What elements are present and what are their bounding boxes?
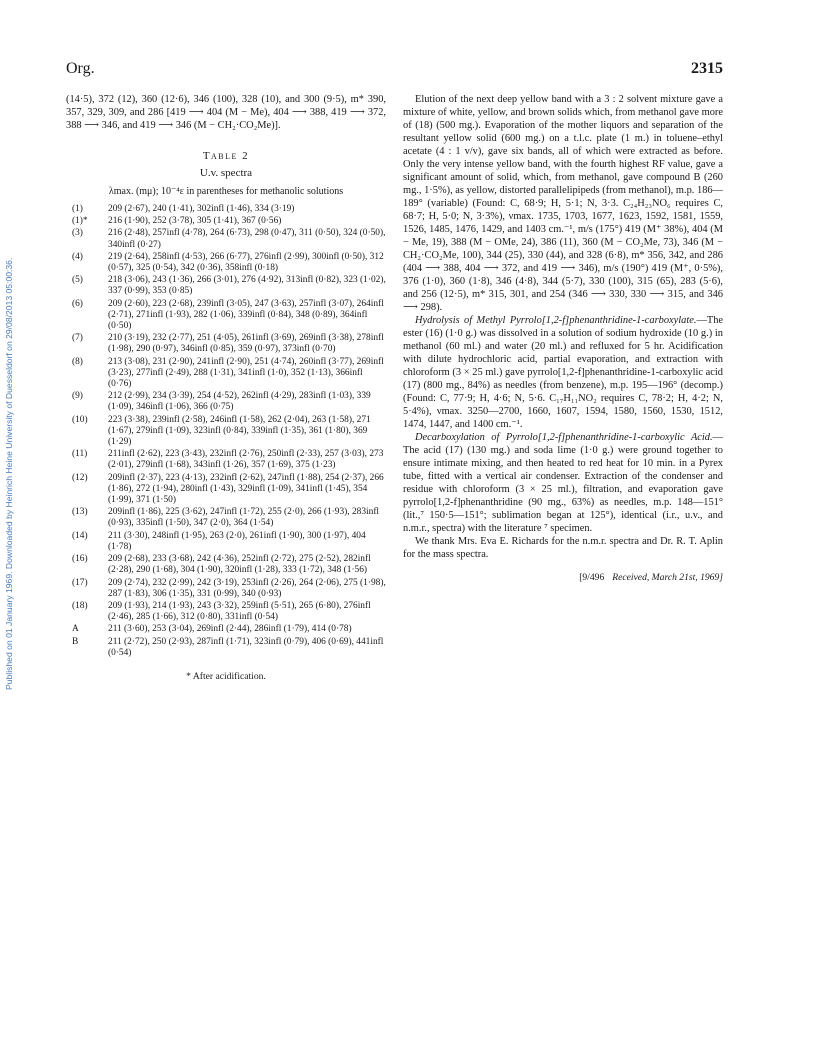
uv-spectra-table <box>66 204 386 660</box>
mass-spec-continuation: (14·5), 372 (12), 360 (12·6), 346 (100), 328 (10), and 300 (9·5), m* 390, 357, 329, 309, and 286 [419 ⟶ 404 (M − Me), 404 ⟶ 388, 419 ⟶ 372, 388 ⟶ 346, and 419 ⟶ 346 (M − CH₂·CO₂Me)]. <box>66 94 386 131</box>
compound-label: (12) <box>72 472 88 483</box>
compound-label: B <box>72 636 79 647</box>
compound-label: (14) <box>72 530 88 541</box>
download-watermark <box>4 170 18 690</box>
watermark-text: Published on 01 January 1969. Downloaded by Heinrich Heine University of Duesseldorf on 29/08/2013 05:00:36. <box>4 257 14 690</box>
compound-label: (3) <box>72 228 83 239</box>
elution-paragraph: Elution of the next deep yellow band with a 3 : 2 solvent mixture gave a mixture of white, yellow, and brown solids which, from methanol gave more of (18) (500 mg.). Evaporation of the mother liquors and separation of the resultant yellow solid (600 mg.) on a t.l.c. plate (1 m.) in toluene–ethyl acetate (4 : 1 v/v), gave six bands, all of which were extracted as before. Only the very intense yellow band, with the fourth highest RF value, gave a significant amount of solid, which, from methanol, gave compound B (260 mg., 1·5%), as yellow, distorted parallelipipeds (from methanol), m.p. 186—189° (variable) (Found: C, 68·9; H, 5·1; N, 3·3. C₂₄H₂₃NO₆ requires C, 68·7; H, 5·0; N, 3·3%), νmax. 1735, 1703, 1677, 1623, 1592, 1581, 1559, 1526, 1485, 1476, 1429, and 1403 cm.⁻¹, m/s (175°) 419 (M⁺ 38%), 404 (M − Me, 19), 388 (M − OMe, 24), 386 (11), 360 (M − CO₂Me, 73), 346 (M − CH₂·CO₂Me, 100), 344 (25), 330 (44), and 328 (6·8), m* 356, 342, and 286 (404 ⟶ 388, 404 ⟶ 372, and 419 ⟶ 346), m/s (190°) 419 (M⁺, 0·5%), 376 (1·0), 360 (1·8), 346 (4·8), 344 (5·7), 330 (100), 315 (65), 283 (5·6), and 256 (12·5), m* 315, 301, and 254 (346 ⟶ 330, 330 ⟶ 315, and 346 ⟶ 298). <box>403 94 723 313</box>
uv-values: 210 (3·19), 232 (2·77), 251 (4·05), 261infl (3·69), 269infl (3·38), 278infl (1·98), 290 (0·97), 346infl (0·85), 359 (0·97), 373infl (0·70) <box>108 333 384 355</box>
uv-values: 209 (1·93), 214 (1·93), 243 (3·32), 259infl (5·51), 265 (6·80), 276infl (2·46), 285 (1·66), 312 (0·80), 331infl (0·54) <box>108 600 371 623</box>
uv-values: 211 (3·30), 248infl (1·95), 263 (2·0), 261infl (1·90), 300 (1·97), 404 (1·78) <box>108 530 366 552</box>
table-row <box>66 299 386 334</box>
table-row <box>66 531 386 554</box>
table-row <box>66 554 386 577</box>
table-row <box>66 578 386 601</box>
table-row <box>66 216 386 228</box>
uv-values: 209infl (2·37), 223 (4·13), 232infl (2·62), 247infl (1·88), 254 (2·37), 266 (1·86), 272 (1·94), 280infl (1·43), 329infl (1·09), 341infl (1·45), 354 (1·99), 371 (1·50) <box>108 472 384 506</box>
uv-values: 209 (2·68), 233 (3·68), 242 (4·36), 252infl (2·72), 275 (2·52), 282infl (2·28), 290 (1·68), 304 (1·90), 320infl (1·28), 333 (1·72), 348 (1·56) <box>108 554 371 576</box>
table-subtitle: U.v. spectra <box>199 167 253 179</box>
compound-label: (9) <box>72 391 83 402</box>
compound-label: (16) <box>72 554 88 565</box>
page-number: 2315 <box>691 60 723 77</box>
received-line <box>403 571 723 584</box>
uv-values: 209infl (1·86), 225 (3·62), 247infl (1·72), 255 (2·0), 266 (1·93), 283infl (0·93), 335infl (1·50), 347 (2·0), 364 (1·54) <box>108 507 380 529</box>
table-row <box>66 391 386 414</box>
compound-label: (8) <box>72 356 83 367</box>
uv-values: 209 (2·74), 232 (2·99), 242 (3·19), 253infl (2·26), 264 (2·06), 275 (1·98), 287 (1·83), 306 (1·35), 331 (0·99), 340 (0·93) <box>108 577 386 599</box>
compound-label: (5) <box>72 275 83 286</box>
table-row <box>66 357 386 392</box>
hydrolysis-paragraph <box>403 314 723 431</box>
table-row <box>66 204 386 216</box>
compound-label: (11) <box>72 449 88 460</box>
compound-label: (10) <box>72 414 88 425</box>
uv-values: 223 (3·38), 239infl (2·58), 246infl (1·58), 262 (2·04), 263 (1·58), 271 (1·67), 279infl (1·09), 323infl (0·84), 339infl (1·35), 361 (1·80), 369 (1·29) <box>108 414 371 448</box>
compound-label: (7) <box>72 333 83 344</box>
uv-values: 211 (3·60), 253 (3·04), 269infl (2·44), 286infl (1·79), 414 (0·78) <box>108 624 352 635</box>
table-row <box>66 252 386 275</box>
reference-code: [9/496 <box>579 572 605 583</box>
hydrolysis-title: Hydrolysis of Methyl Pyrrolo[1,2-f]phenanthridine-1-carboxylate. <box>415 315 697 326</box>
hydrolysis-body: —The ester (16) (1·0 g.) was dissolved in a solution of sodium hydroxide (10 g.) in methanol (60 ml.) and water (20 ml.) and refluxed for 5 hr. Acidification with dilute hydrochloric acid, partial evaporation, and extraction with chloroform (3 × 25 ml.) gave pyrrolo[1,2-f]phenanthridine-1-carboxylic acid (17) (800 mg., 84%) as needles (from benzene), m.p. 195—196° (decomp.) (Found: C, 77·9; H, 4·6; N, 5·6. C₁₇H₁₁NO₂ requires C, 78·2; H, 4·2; N, 5·4%), νmax. 3250—2700, 1660, 1607, 1594, 1580, 1560, 1530, 1512, 1474, 1447, and 1400 cm.⁻¹. <box>403 315 723 430</box>
table-row <box>66 415 386 450</box>
compound-label: (18) <box>72 600 88 611</box>
right-column <box>403 93 723 584</box>
uv-values: 216 (1·90), 252 (3·78), 305 (1·41), 367 (0·56) <box>108 216 282 227</box>
table-row <box>66 507 386 530</box>
uv-values: 219 (2·64), 258infl (4·53), 266 (6·77), 276infl (2·99), 300infl (0·50), 312 (0·57), 325 (0·54), 342 (0·36), 358infl (0·18) <box>108 251 384 274</box>
table-row <box>66 473 386 508</box>
uv-values: 213 (3·08), 231 (2·90), 241infl (2·90), 251 (4·74), 260infl (3·77), 269infl (3·23), 277infl (2·49), 288 (1·31), 341infl (1·0), 352 (1·13), 366infl (0·76) <box>108 356 384 390</box>
uv-values: 218 (3·06), 243 (1·36), 266 (3·01), 276 (4·92), 313infl (0·82), 323 (1·02), 337 (0·99), 353 (0·85) <box>108 275 386 297</box>
uv-values: 209 (2·60), 223 (2·68), 239infl (3·05), 247 (3·63), 257infl (3·07), 264infl (2·71), 271infl (1·93), 282 (1·06), 339infl (0·84), 348 (0·89), 364infl (0·50) <box>108 298 384 332</box>
table-units: λmax. (mμ); 10⁻⁴ε in parentheses for methanolic solutions <box>108 186 344 197</box>
compound-label: (1) <box>72 204 83 214</box>
table-row <box>66 275 386 298</box>
table-footnote: * After acidification. <box>186 670 266 682</box>
decarboxylation-body: —The acid (17) (130 mg.) and soda lime (1·0 g.) were ground together to ensure intimate mixing, and then heated to red heat for 10 min. in a Pyrex tube, fitted with a vertical air condenser. Extraction of the condenser and residue with chloroform (3 × 25 ml.), filtration, and evaporation gave pyrrolo[1,2-f]phenanthridine (90 mg., 63%) as needles, m.p. 148—151° (lit.,⁷ 150·5—151°; sublimation began at 125°), identical (i.r., u.v., and n.m.r., spectra) with the literature ⁷ specimen. <box>403 432 723 534</box>
table-row <box>66 228 386 251</box>
compound-label: (17) <box>72 577 88 588</box>
uv-values: 216 (2·48), 257infl (4·78), 264 (6·73), 298 (0·47), 311 (0·50), 324 (0·50), 340infl (0·27) <box>108 228 386 250</box>
compound-label: (4) <box>72 251 83 262</box>
acknowledgement: We thank Mrs. Eva E. Richards for the n.m.r. spectra and Dr. R. T. Aplin for the mass spectra. <box>403 536 723 560</box>
decarboxylation-paragraph <box>403 431 723 535</box>
uv-values: 209 (2·67), 240 (1·41), 302infl (1·46), 334 (3·19) <box>108 204 295 214</box>
compound-label: A <box>72 624 79 635</box>
left-column <box>66 93 386 683</box>
uv-values: 211infl (2·62), 223 (3·43), 232infl (2·76), 250infl (2·33), 257 (3·03), 273 (2·01), 279infl (1·68), 343infl (1·26), 357 (1·69), 375 (1·23) <box>108 449 384 471</box>
compound-label: (13) <box>72 507 88 518</box>
decarboxylation-title: Decarboxylation of Pyrrolo[1,2-f]phenanthridine-1-carboxylic Acid. <box>415 432 713 443</box>
table-row <box>66 624 386 636</box>
compound-label: (6) <box>72 298 83 309</box>
table-row <box>66 637 386 660</box>
table-title: Table 2 <box>202 150 250 162</box>
journal-header: Org. <box>66 60 95 77</box>
compound-label: (1)* <box>72 216 88 227</box>
table-row <box>66 333 386 356</box>
table-row <box>66 449 386 472</box>
uv-values: 212 (2·99), 234 (3·39), 254 (4·52), 262infl (4·29), 283infl (1·03), 339 (1·09), 346infl (1·06), 366 (0·75) <box>108 391 371 413</box>
table-row <box>66 601 386 624</box>
uv-values: 211 (2·72), 250 (2·93), 287infl (1·71), 323infl (0·79), 406 (0·69), 441infl (0·54) <box>108 636 384 658</box>
received-date: Received, March 21st, 1969] <box>612 572 723 583</box>
